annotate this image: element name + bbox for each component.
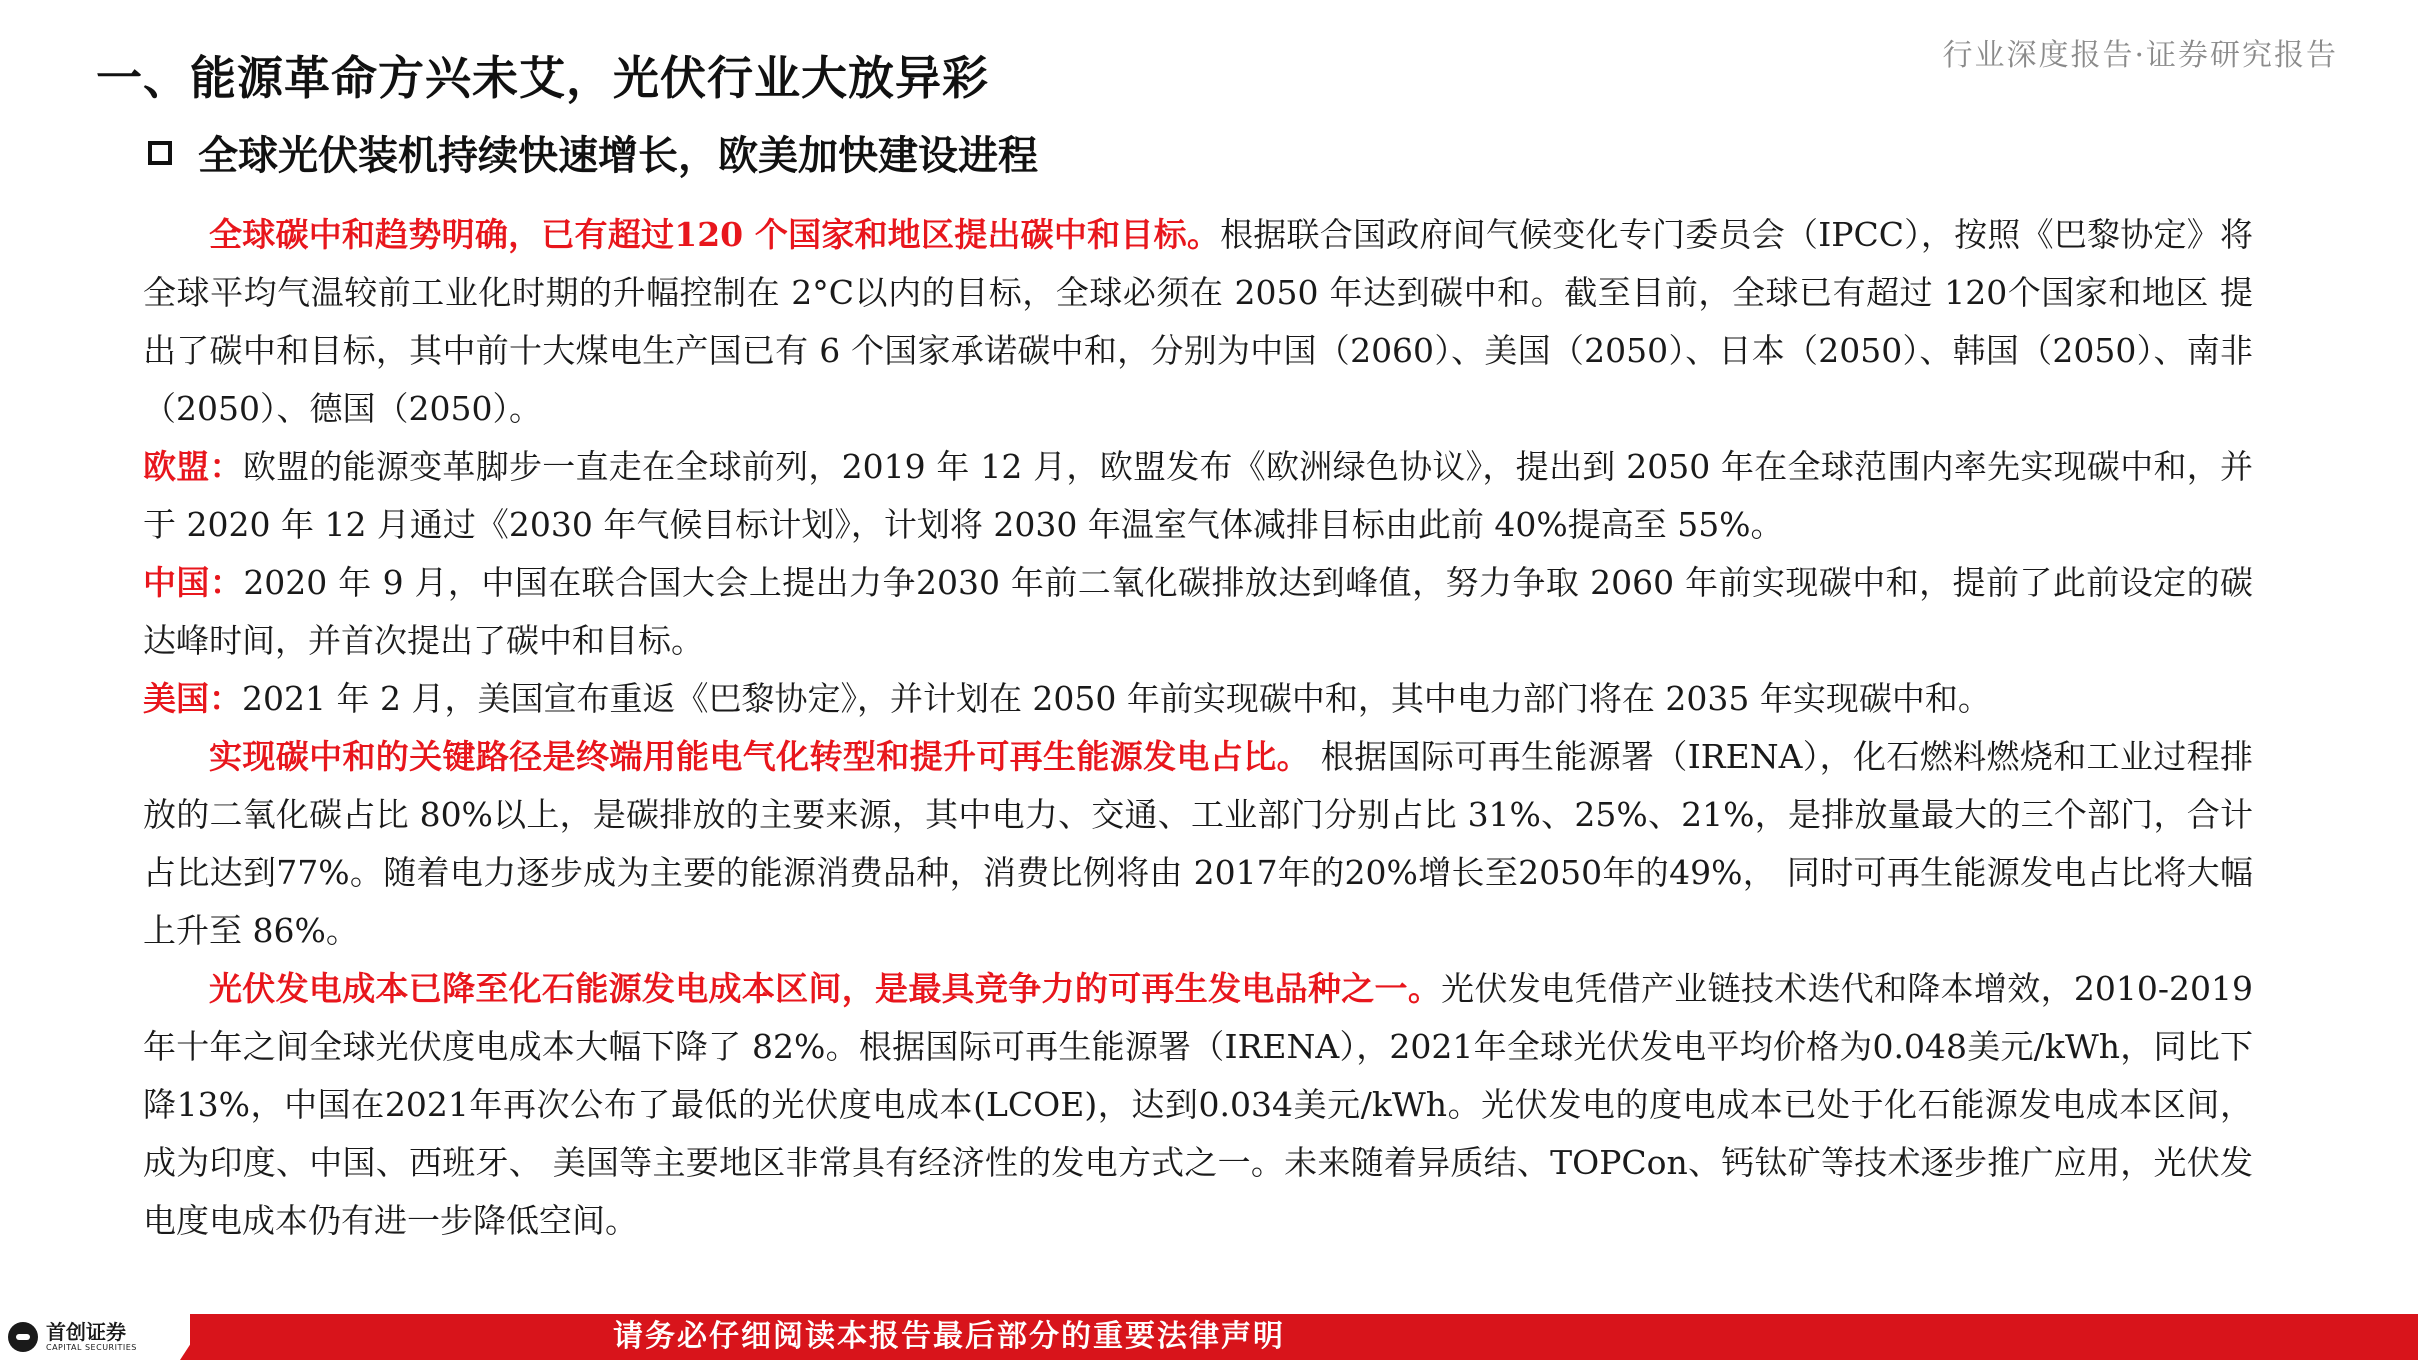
checkbox-bullet-icon xyxy=(148,141,172,165)
section-title: 一、能源革命方兴未艾，光伏行业大放异彩 xyxy=(96,51,989,105)
paragraph-body: 根据联合国政府间气候变化专门委员会（IPCC），按照《巴黎协定》将全球平均气温较前工业化时期的升幅控制在 2°C以内的目标，全球必须在 2050 年达到碳中和。截至目前，全球已有超过 120个国家和地区 提出了碳中和目标，其中前十大煤电生产国已有 6 个国家承诺碳中和，分别为中国（2060）、美国（2050）、日本（2050）、韩国（2050）、南非（2050）、德国（2050）。 xyxy=(143,215,2253,428)
paragraph-body: 2021 年 2 月，美国宣布重返《巴黎协定》，并计划在 2050 年前实现碳中和，其中电力部门将在 2035 年实现碳中和。 xyxy=(242,679,1991,718)
report-body xyxy=(143,206,2253,1250)
logo-mark-icon xyxy=(8,1322,38,1352)
paragraph-pv-cost xyxy=(143,960,2253,1250)
logo-name-en: CAPITAL SECURITIES xyxy=(46,1343,137,1352)
subtitle-text: 全球光伏装机持续快速增长，欧美加快建设进程 xyxy=(198,133,1038,179)
paragraph-body: 光伏发电凭借产业链技术迭代和降本增效，2010-2019年十年之间全球光伏度电成本大幅下降了 82%。根据国际可再生能源署（IRENA），2021年全球光伏发电平均价格为0.048美元/kWh，同比下降13%，中国在2021年再次公布了最低的光伏度电成本(LCOE)，达到0.034美元/kWh。光伏发电的度电成本已处于化石能源发电成本区间，成为印度、中国、西班牙、 美国等主要地区非常具有经济性的发电方式之一。未来随着异质结、TOPCon、钙钛矿等技术逐步推广应用，光伏发电度电成本仍有进一步降低空间。 xyxy=(143,969,2253,1240)
paragraph-lead: 全球碳中和趋势明确，已有超过120 个国家和地区提出碳中和目标。 xyxy=(209,215,1221,254)
footer-slant-decoration xyxy=(180,1314,210,1360)
paragraph-lead: 欧盟： xyxy=(143,447,243,486)
paragraph-body: 2020 年 9 月，中国在联合国大会上提出力争2030 年前二氧化碳排放达到峰值，努力争取 2060 年前实现碳中和，提前了此前设定的碳达峰时间，并首次提出了碳中和目标。 xyxy=(143,563,2254,660)
footer-bar xyxy=(0,1314,2418,1360)
report-type-tag: 行业深度报告·证券研究报告 xyxy=(1942,38,2338,73)
paragraph-china xyxy=(143,554,2253,670)
paragraph-body: 根据国际可再生能源署（IRENA），化石燃料燃烧和工业过程排放的二氧化碳占比 80%以上，是碳排放的主要来源，其中电力、交通、工业部门分别占比 31%、25%、21%，是排放量最大的三个部门，合计占比达到77%。随着电力逐步成为主要的能源消费品种，消费比例将由 2017年的20%增长至2050年的49%， 同时可再生能源发电占比将大幅上升至 86%。 xyxy=(143,737,2254,950)
paragraph-eu xyxy=(143,438,2253,554)
paragraph-lead: 光伏发电成本已降至化石能源发电成本区间，是最具竞争力的可再生发电品种之一。 xyxy=(209,969,1442,1008)
paragraph-carbon-neutral xyxy=(143,206,2253,438)
footer-disclaimer: 请务必仔细阅读本报告最后部分的重要法律声明 xyxy=(613,1319,1285,1354)
company-logo xyxy=(0,1314,190,1360)
paragraph-key-path xyxy=(143,728,2253,960)
paragraph-lead: 中国： xyxy=(143,563,244,602)
paragraph-body: 欧盟的能源变革脚步一直走在全球前列，2019 年 12 月，欧盟发布《欧洲绿色协议》，提出到 2050 年在全球范围内率先实现碳中和，并于 2020 年 12 月通过《2030 年气候目标计划》，计划将 2030 年温室气体减排目标由此前 40%提高至 55%。 xyxy=(143,447,2254,544)
section-subtitle xyxy=(148,124,1038,181)
paragraph-usa xyxy=(143,670,2253,728)
logo-name-cn: 首创证券 xyxy=(46,1320,126,1344)
paragraph-lead: 美国： xyxy=(143,679,242,718)
paragraph-lead: 实现碳中和的关键路径是终端用能电气化转型和提升可再生能源发电占比。 xyxy=(209,737,1310,776)
